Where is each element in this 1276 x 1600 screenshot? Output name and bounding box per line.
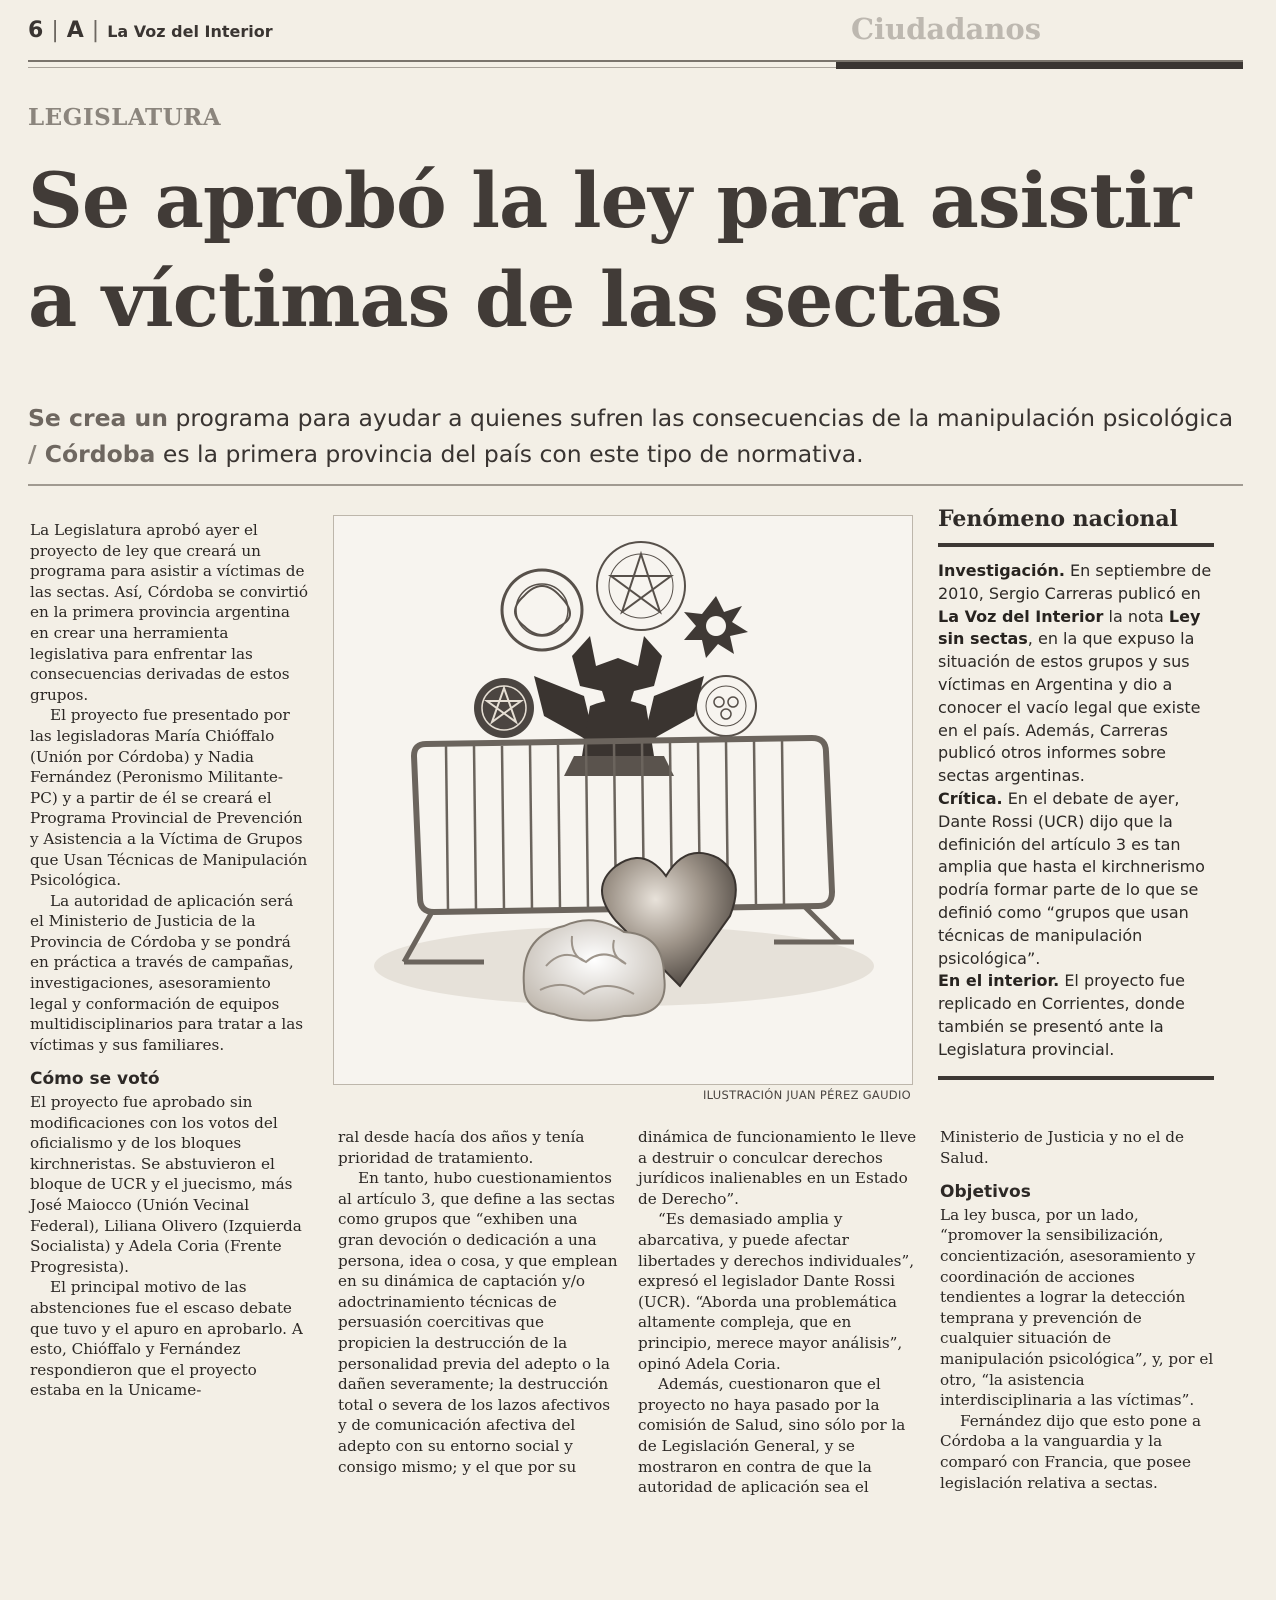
illustration	[333, 515, 913, 1085]
paragraph: El principal motivo de las abstenciones fue el escaso debate que tuvo y el apuro en aprobarlo. A esto, Chióffalo y Fernández respondieron que el proyecto estaba en la Unicame-	[30, 1278, 303, 1400]
subhead-como-se-voto: Cómo se votó	[30, 1069, 160, 1090]
article-column-1	[30, 520, 310, 1401]
deck-rule	[28, 484, 1243, 486]
sidebar-rule	[938, 543, 1214, 547]
page-folio: 6 | A | La Voz del Interior	[28, 18, 273, 43]
paragraph: ral desde hacía dos años y tenía prioridad de tratamiento.	[338, 1128, 585, 1167]
article-deck	[28, 400, 1248, 473]
paragraph: En tanto, hubo cuestionamientos al artículo 3, que define a las sectas como grupos que “exhiben una gran devoción o dedicación a una persona, idea o cosa, y que emplean en su dinámica de captación y/o adoctrinamiento técnicas de persuasión coercitivas que propicien la destrucción de la personalidad previa del adepto o la dañen severamente; la destrucción total o severa de los lazos afectivos y de comunicación afectiva del adepto con su entorno social y consigo mismo; y el que por su	[338, 1169, 618, 1476]
sidebar-item-interior	[938, 970, 1214, 1061]
edition-letter: A	[66, 18, 84, 43]
article-column-2	[338, 1127, 618, 1477]
sidebar-newspaper: La Voz del Interior	[938, 606, 1104, 626]
paragraph: El proyecto fue presentado por las legisladoras María Chióffalo (Unión por Córdoba) y Nadia Fernández (Peronismo Militante-PC) y a partir de él se creará el Programa Provincial de Prevención y Asistencia a la Víctima de Grupos que Usan Técnicas de Manipulación Psicológica.	[30, 706, 308, 890]
sidebar-note-title: Ley sin sectas	[938, 606, 1201, 649]
article-column-3	[638, 1127, 918, 1498]
sidebar-item-investigacion	[938, 560, 1214, 788]
paragraph: La ley busca, por un lado, “promover la sensibilización, concientización, asesoramiento y coordinación de acciones tendientes a lograr la detección temprana y prevención de cualquier situación de manipulación psicológica”, y, por el otro, “la asistencia interdisciplinaria a las víctimas”.	[940, 1205, 1214, 1410]
paragraph: “Es demasiado amplia y abarcativa, y puede afectar libertades y derechos individuales”, expresó el legislador Dante Rossi (UCR). “Aborda una problemática altamente compleja, que en principio, merece mayor análisis”, opinó Adela Coria.	[638, 1210, 915, 1373]
article-column-4	[940, 1127, 1218, 1493]
paragraph: El proyecto fue aprobado sin modificaciones con los votos del oficialismo y de los bloques kirchneristas. Se abstuvieron el bloque de UCR y el juecismo, más José Maiocco (Unión Vecinal Federal), Liliana Olivero (Izquierda Socialista) y Adela Coria (Frente Progresista).	[30, 1093, 302, 1276]
sidebar-title: Fenómeno nacional	[938, 506, 1178, 532]
article-kicker: LEGISLATURA	[28, 104, 222, 131]
sidebar-label: Crítica.	[938, 788, 1003, 808]
sidebar-bottom-rule	[938, 1076, 1214, 1080]
subhead-objetivos: Objetivos	[940, 1182, 1031, 1203]
sidebar-item-critica	[938, 788, 1214, 970]
sidebar-body	[938, 560, 1214, 1062]
section-rule	[836, 62, 1243, 69]
section-title: Ciudadanos	[850, 12, 1042, 46]
article-headline	[28, 152, 1248, 350]
deck-slash: /	[28, 440, 37, 469]
paragraph: La Legislatura aprobó ayer el proyecto de ley que creará un programa para asistir a víctimas de las sectas. Así, Córdoba se convirtió en la primera provincia argentina en crear una herramienta legislativa para enfrentar las consecuencias derivadas de estos grupos.	[30, 521, 309, 704]
deck-lead-2: Córdoba	[36, 440, 156, 469]
paragraph: Fernández dijo que esto pone a Córdoba a la vanguardia y la comparó con Francia, que posee legislación relativa a sectas.	[940, 1411, 1202, 1492]
paragraph: dinámica de funcionamiento le lleve a destruir o conculcar derechos jurídicos inalienables en un Estado de Derecho”.	[638, 1128, 917, 1208]
illustration-art	[334, 516, 912, 1084]
brain-icon	[524, 920, 665, 1020]
deck-text-1: programa para ayudar a quienes sufren las consecuencias de la manipulación psicológica	[168, 404, 1234, 432]
deck-text-2: es la primera provincia del país con este tipo de normativa.	[155, 440, 864, 469]
sidebar-label: En el interior.	[938, 971, 1060, 991]
paragraph: Además, cuestionaron que el proyecto no haya pasado por la comisión de Salud, sino sólo por la de Legislación General, y se mostraron en contra de que la autoridad de aplicación sea el	[638, 1375, 906, 1497]
sidebar-text: , en la que expuso la situación de estos grupos y sus víctimas en Argentina y dio a conocer el vacío legal que existe en el país. Además, Carreras publicó otros informes sobre sectas argentinas.	[938, 629, 1201, 786]
paragraph: La autoridad de aplicación será el Ministerio de Justicia de la Provincia de Córdoba y se pondrá en práctica a través de campañas, investigaciones, asesoramiento legal y conformación de equipos multidisciplinarios para tratar a las víctimas y sus familiares.	[30, 891, 304, 1054]
newspaper-name: La Voz del Interior	[107, 22, 273, 41]
sidebar-text: En el debate de ayer, Dante Rossi (UCR) dijo que la definición del artículo 3 es tan amplia que hasta el kirchnerismo podría formar parte de lo que se definió como “grupos que usan técnicas de manipulación psicológica”.	[938, 788, 1205, 968]
sidebar-label: Investigación.	[938, 561, 1065, 580]
sidebar-text: la nota	[1103, 606, 1169, 626]
deck-lead-1: Se crea un	[28, 404, 169, 432]
paragraph: Ministerio de Justicia y no el de Salud.	[940, 1128, 1184, 1167]
headline-line-1: Se aprobó la ley para asistir	[28, 156, 1191, 245]
sidebar-text: En septiembre de 2010, Sergio Carreras publicó en	[938, 561, 1212, 603]
headline-line-2: a víctimas de las sectas	[28, 254, 1002, 344]
illustration-credit: ILUSTRACIÓN JUAN PÉREZ GAUDIO	[702, 1088, 911, 1102]
sidebar-text: El proyecto fue replicado en Corrientes, donde también se presentó ante la Legislatura provincial.	[938, 971, 1186, 1059]
page-number: 6	[28, 18, 44, 43]
